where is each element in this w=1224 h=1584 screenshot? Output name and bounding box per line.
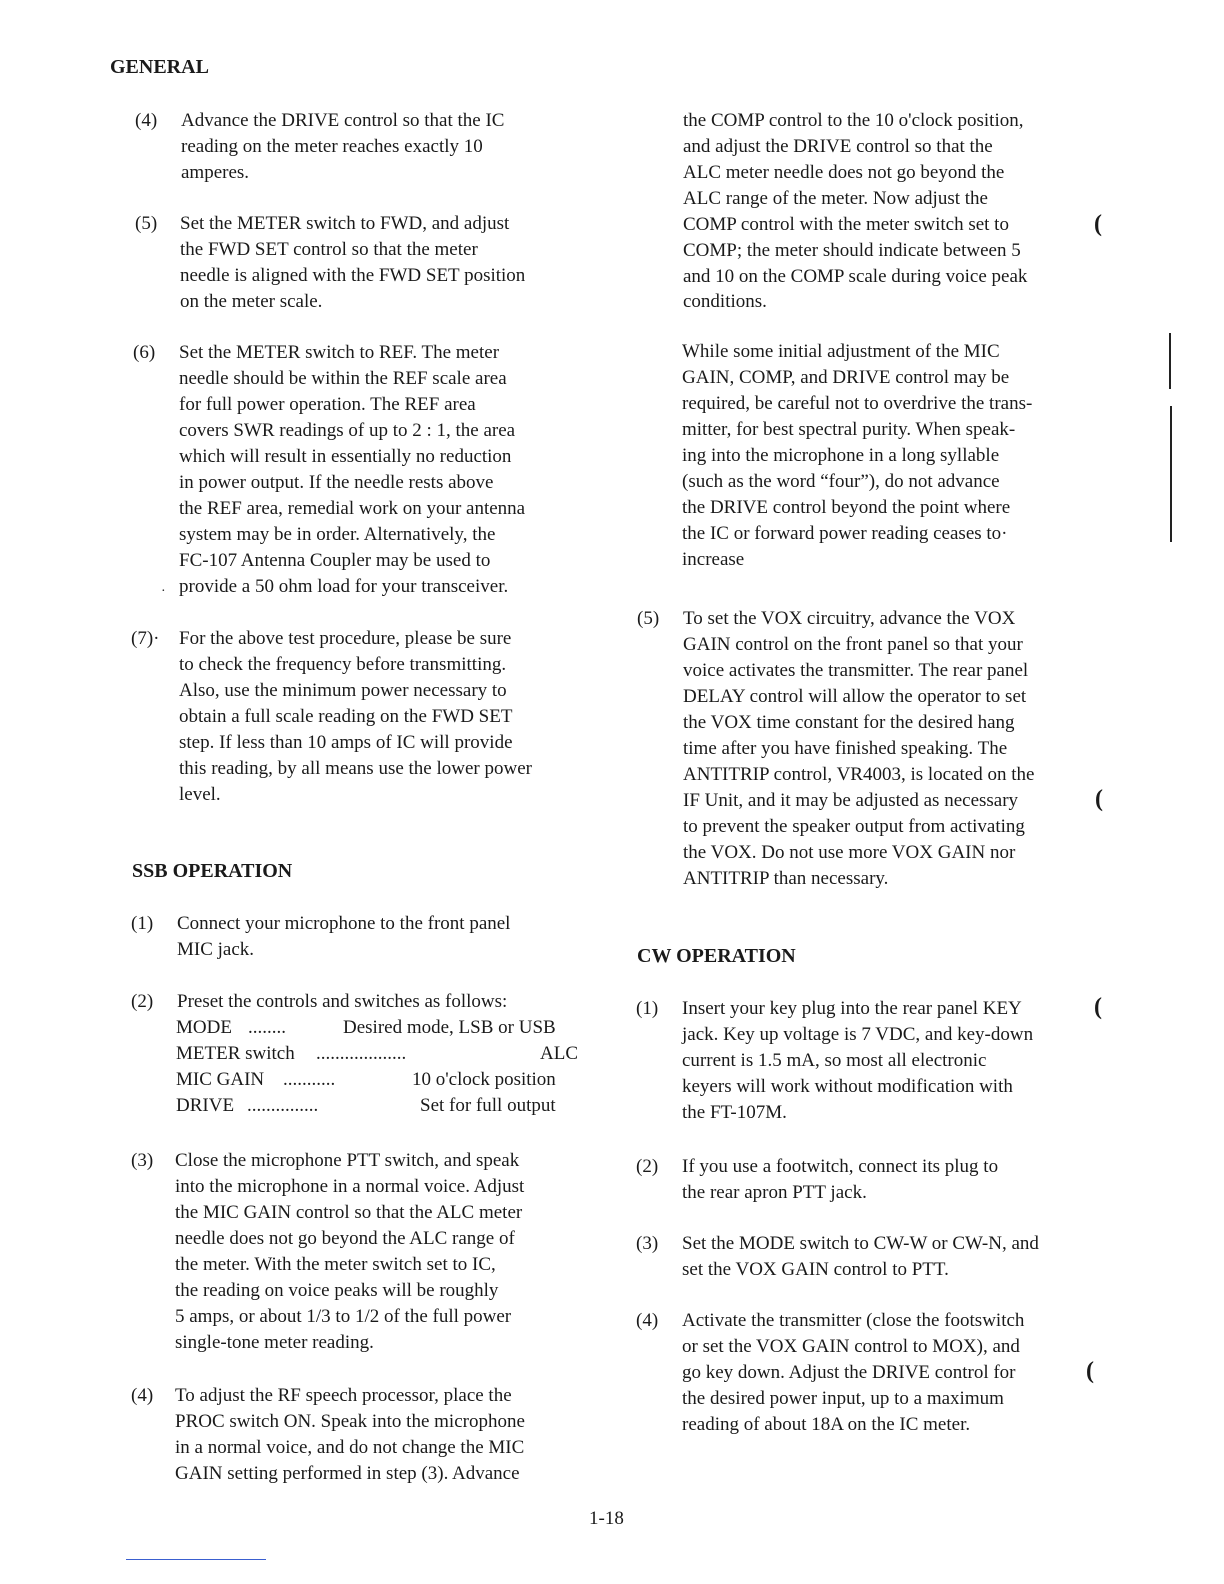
text-line: step. If less than 10 amps of IC will provide (179, 732, 513, 753)
text-line: set the VOX GAIN control to PTT. (682, 1259, 949, 1280)
text-line: needle does not go beyond the ALC range of (175, 1228, 515, 1249)
text-line: ing into the microphone in a long syllable (682, 445, 1000, 466)
margin-mark: ( (1095, 786, 1103, 812)
text-line: which will result in essentially no reduction (179, 446, 512, 467)
text-line: obtain a full scale reading on the FWD SET (179, 706, 513, 727)
text-line: provide a 50 ohm load for your transceiver. (179, 576, 509, 597)
text-line: for full power operation. The REF area (179, 394, 476, 415)
text-line: into the microphone in a normal voice. Adjust (175, 1176, 525, 1197)
text-line: the desired power input, up to a maximum (682, 1388, 1004, 1409)
text-line: the FWD SET control so that the meter (180, 239, 478, 260)
text-line: For the above test procedure, please be sure (179, 628, 512, 649)
step-number: (5) (135, 213, 158, 234)
preset-value: Desired mode, LSB or USB (343, 1017, 556, 1038)
section-header: GENERAL (110, 56, 209, 78)
text-line: needle is aligned with the FWD SET position (180, 265, 526, 286)
step-number: (5) (637, 608, 660, 629)
margin-mark: ( (1094, 994, 1102, 1020)
text-line: go key down. Adjust the DRIVE control for (682, 1362, 1016, 1383)
text-line: Preset the controls and switches as follows: (177, 991, 508, 1012)
preset-leader: ............... (247, 1095, 319, 1116)
preset-leader: ........ (248, 1017, 286, 1038)
text-line: jack. Key up voltage is 7 VDC, and key-down (682, 1024, 1034, 1045)
text-line: Set the METER switch to FWD, and adjust (180, 213, 510, 234)
preset-name: DRIVE (176, 1095, 235, 1116)
preset-name: MIC GAIN (176, 1069, 265, 1090)
margin-mark: ( (1094, 211, 1102, 237)
step-number: (4) (135, 110, 158, 131)
text-line: the COMP control to the 10 o'clock position, (683, 110, 1024, 131)
text-line: Connect your microphone to the front panel (177, 913, 511, 934)
text-line: the rear apron PTT jack. (682, 1182, 867, 1203)
text-line: and adjust the DRIVE control so that the (683, 136, 993, 157)
text-line: the FT-107M. (682, 1102, 787, 1123)
text-line: the IC or forward power reading ceases to· (682, 523, 1008, 544)
text-line: to check the frequency before transmitting. (179, 654, 507, 675)
text-line: (such as the word “four”), do not advance (682, 471, 1000, 492)
text-line: 5 amps, or about 1/3 to 1/2 of the full power (175, 1306, 512, 1327)
text-line: DELAY control will allow the operator to set (683, 686, 1027, 707)
bottom-rule (126, 1559, 266, 1560)
text-line: required, be careful not to overdrive the trans- (682, 393, 1033, 414)
page-number: 1-18 (589, 1508, 624, 1529)
text-line: reading on the meter reaches exactly 10 (181, 136, 483, 157)
text-line: Insert your key plug into the rear panel KEY (682, 998, 1022, 1019)
step-number: (1) (636, 998, 659, 1019)
text-line: COMP control with the meter switch set to (683, 214, 1009, 235)
change-bar (1170, 406, 1172, 542)
text-line: needle should be within the REF scale area (179, 368, 507, 389)
text-line: Set the MODE switch to CW-W or CW-N, and (682, 1233, 1039, 1254)
preset-leader: ........... (283, 1069, 336, 1090)
step-number: (6) (133, 342, 156, 363)
cw-operation-heading: CW OPERATION (637, 945, 796, 967)
preset-leader: ................... (316, 1043, 407, 1064)
text-line: current is 1.5 mA, so most all electronic (682, 1050, 987, 1071)
preset-name: MODE (176, 1017, 232, 1038)
text-line: GAIN control on the front panel so that your (683, 634, 1023, 655)
text-line: the MIC GAIN control so that the ALC meter (175, 1202, 523, 1223)
text-line: conditions. (683, 291, 767, 312)
text-line: to prevent the speaker output from activating (683, 816, 1025, 837)
text-line: on the meter scale. (180, 291, 323, 312)
text-line: COMP; the meter should indicate between 5 (683, 240, 1021, 261)
ssb-operation-heading: SSB OPERATION (132, 860, 293, 882)
text-line: MIC jack. (177, 939, 255, 960)
step-number: (2) (636, 1156, 659, 1177)
text-line: mitter, for best spectral purity. When speak- (682, 419, 1016, 440)
text-line: the REF area, remedial work on your antenna (179, 498, 526, 519)
text-line: or set the VOX GAIN control to MOX), and (682, 1336, 1020, 1357)
text-line: covers SWR readings of up to 2 : 1, the area (179, 420, 516, 441)
text-line: FC-107 Antenna Coupler may be used to (179, 550, 491, 571)
text-line: To set the VOX circuitry, advance the VOX (683, 608, 1016, 629)
step-number: (2) (131, 991, 154, 1012)
step-number: (1) (131, 913, 154, 934)
text-line: reading of about 18A on the IC meter. (682, 1414, 971, 1435)
text-line: ANTITRIP control, VR4003, is located on the (683, 764, 1035, 785)
text-line: Also, use the minimum power necessary to (179, 680, 507, 701)
stray-mark: · (161, 584, 166, 599)
text-line: ALC meter needle does not go beyond the (683, 162, 1005, 183)
text-line: Activate the transmitter (close the footswitch (682, 1310, 1025, 1331)
text-line: IF Unit, and it may be adjusted as necessary (683, 790, 1019, 811)
change-bar (1169, 333, 1171, 389)
text-line: this reading, by all means use the lower power (179, 758, 532, 779)
text-line: the VOX. Do not use more VOX GAIN nor (683, 842, 1016, 863)
text-line: If you use a footwitch, connect its plug to (682, 1156, 999, 1177)
text-line: time after you have finished speaking. The (683, 738, 1008, 759)
text-line: the meter. With the meter switch set to IC, (175, 1254, 496, 1275)
text-line: GAIN setting performed in step (3). Advance (175, 1463, 520, 1484)
text-line: Set the METER switch to REF. The meter (179, 342, 500, 363)
preset-value: 10 o'clock position (412, 1069, 556, 1090)
text-line: ANTITRIP than necessary. (683, 868, 889, 889)
preset-value: Set for full output (420, 1095, 556, 1116)
text-line: Advance the DRIVE control so that the IC (181, 110, 505, 131)
text-line: system may be in order. Alternatively, the (179, 524, 496, 545)
text-line: the DRIVE control beyond the point where (682, 497, 1011, 518)
text-line: voice activates the transmitter. The rear panel (683, 660, 1029, 681)
text-line: ALC range of the meter. Now adjust the (683, 188, 988, 209)
text-line: the reading on voice peaks will be roughly (175, 1280, 499, 1301)
step-number: (3) (131, 1150, 154, 1171)
step-number: (3) (636, 1233, 659, 1254)
text-line: level. (179, 784, 221, 805)
margin-mark: ( (1086, 1358, 1094, 1384)
text-line: increase (682, 549, 745, 570)
preset-value: ALC (540, 1043, 578, 1064)
text-line: the VOX time constant for the desired hang (683, 712, 1015, 733)
text-line: in power output. If the needle rests above (179, 472, 494, 493)
text-line: and 10 on the COMP scale during voice peak (683, 266, 1028, 287)
step-number: (4) (636, 1310, 659, 1331)
text-line: GAIN, COMP, and DRIVE control may be (682, 367, 1010, 388)
text-line: To adjust the RF speech processor, place the (175, 1385, 512, 1406)
text-line: single-tone meter reading. (175, 1332, 374, 1353)
step-number: (7)· (131, 628, 160, 649)
text-line: amperes. (181, 162, 250, 183)
text-line: PROC switch ON. Speak into the microphone (175, 1411, 525, 1432)
text-line: keyers will work without modification with (682, 1076, 1013, 1097)
preset-name: METER switch (176, 1043, 295, 1064)
text-line: While some initial adjustment of the MIC (682, 341, 1000, 362)
step-number: (4) (131, 1385, 154, 1406)
text-line: Close the microphone PTT switch, and speak (175, 1150, 520, 1171)
text-line: in a normal voice, and do not change the MIC (175, 1437, 525, 1458)
